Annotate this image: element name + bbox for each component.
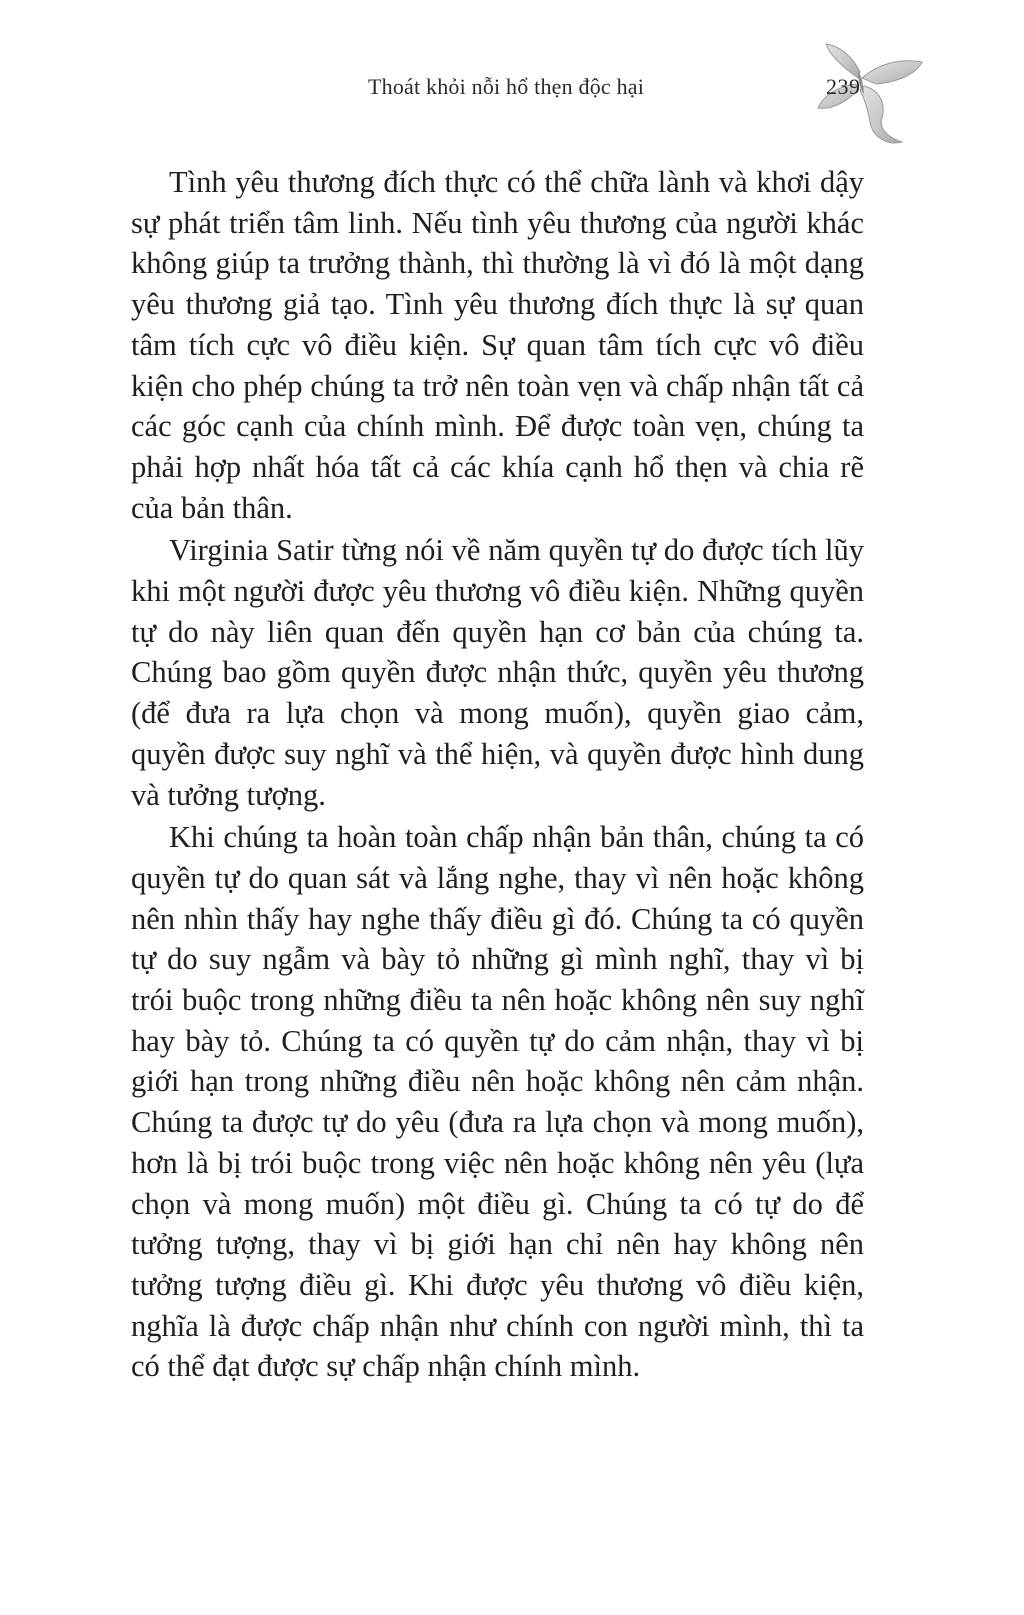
butterfly-icon: [800, 38, 930, 148]
paragraph-2: Virginia Satir từng nói về năm quyền tự do được tích lũy khi một người được yêu thương vô điều kiện. Những quyền tự do này liên quan đến quyền hạn cơ bản của chúng ta. Chúng bao gồm quyền được nhận thức, quyền yêu thương (để đưa ra lựa chọn và mong muốn), quyền giao cảm, quyền được suy nghĩ và thể hiện, và quyền được hình dung và tưởng tượng.: [131, 533, 864, 812]
paragraph-1: Tình yêu thương đích thực có thể chữa lành và khơi dậy sự phát triển tâm linh. Nếu tình yêu thương của người khác không giúp ta trưởng thành, thì thường là vì đó là một dạng yêu thương giả tạo. Tình yêu thương đích thực là sự quan tâm tích cực vô điều kiện. Sự quan tâm tích cực vô điều kiện cho phép chúng ta trở nên toàn vẹn và chấp nhận tất cả các góc cạnh của chính mình. Để được toàn vẹn, chúng ta phải hợp nhất hóa tất cả các khía cạnh hổ thẹn và chia rẽ của bản thân.: [131, 165, 864, 525]
paragraph-3: Khi chúng ta hoàn toàn chấp nhận bản thân, chúng ta có quyền tự do quan sát và lắng nghe, thay vì nên hoặc không nên nhìn thấy hay nghe thấy điều gì đó. Chúng ta có quyền tự do suy ngẫm và bày tỏ những gì mình nghĩ, thay vì bị trói buộc trong những điều ta nên hoặc không nên suy nghĩ hay bày tỏ. Chúng ta có quyền tự do cảm nhận, thay vì bị giới hạn trong những điều nên hoặc không nên cảm nhận. Chúng ta được tự do yêu (đưa ra lựa chọn và mong muốn), hơn là bị trói buộc trong việc nên hoặc không nên yêu (lựa chọn và mong muốn) một điều gì. Chúng ta có tự do để tưởng tượng, thay vì bị giới hạn chỉ nên hay không nên tưởng tượng điều gì. Khi được yêu thương vô điều kiện, nghĩa là được chấp nhận như chính con người mình, thì ta có thể đạt được sự chấp nhận chính mình.: [131, 820, 864, 1384]
page-number: 239: [826, 74, 861, 99]
body-text: [131, 162, 864, 1387]
running-header-title: Thoát khỏi nỗi hổ thẹn độc hại: [368, 74, 645, 99]
